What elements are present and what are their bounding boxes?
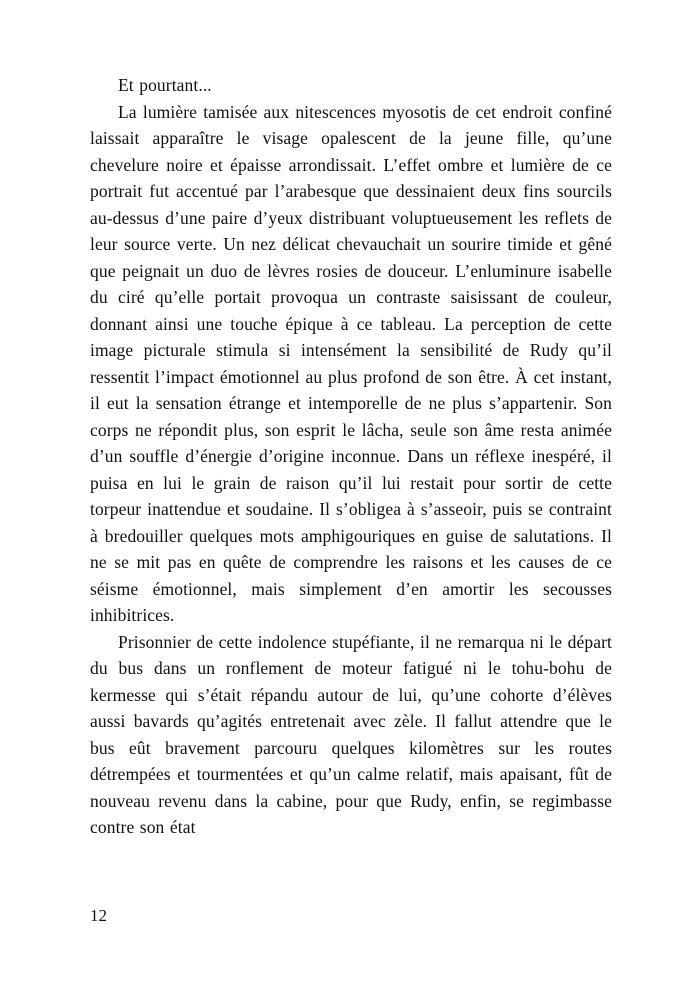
page-number: 12 <box>90 906 107 925</box>
paragraph-bus: Prisonnier de cette indolence stupéfiante, il ne remarqua ni le départ du bus dans un ronflement de moteur fatigué ni le tohu-bohu de kermesse qui s’était répandu autour de lui, qu’une cohorte d’élèves aussi bavards qu’agités entretenait avec zèle. Il fallut attendre que le bus eût bravement parcouru quelques kilomètres sur les routes détrempées et tourmentées et qu’un calme relatif, mais apaisant, fût de nouveau revenu dans la cabine, pour que Rudy, enfin, se regimbasse contre son état <box>90 631 612 837</box>
page-text <box>90 72 612 841</box>
paragraph-portrait: La lumière tamisée aux nitescences myosotis de cet endroit confiné laissait apparaître le visage opalescent de la jeune fille, qu’une chevelure noire et épaisse arrondissait. L’effet ombre et lumière de ce portrait fut accentué par l’arabesque que dessinaient deux fins sourcils au-dessus d’une paire d’yeux distribuant voluptueusement les reflets de leur source verte. Un nez délicat chevauchait un sourire timide et gêné que peignait un duo de lèvres rosies de douceur. L’enluminure isabelle du ciré qu’elle portait provoqua un contraste saisissant de couleur, donnant ainsi une touche épique à ce tableau. La perception de cette image picturale stimula si intensément la sensibilité de Rudy qu’il ressentit l’impact émotionnel au plus profond de son être. À cet instant, il eut la sensation étrange et intemporelle de ne plus s’appartenir. Son corps ne répondit plus, son esprit le lâcha, seule son âme resta animée d’un souffle d’énergie d’origine inconnue. Dans un réflexe inespéré, il puisa en lui le grain de raison qu’il lui restait pour sortir de cette torpeur inattendue et soudaine. Il s’obligea à s’asseoir, puis se contraint à bredouiller quelques mots amphigouriques en guise de salutations. Il ne se mit pas en quête de comprendre les raisons et les causes de ce séisme émotionnel, mais simplement d’en amortir les secousses inhibitrices. <box>90 101 612 625</box>
paragraph-opening: Et pourtant... <box>118 75 212 95</box>
